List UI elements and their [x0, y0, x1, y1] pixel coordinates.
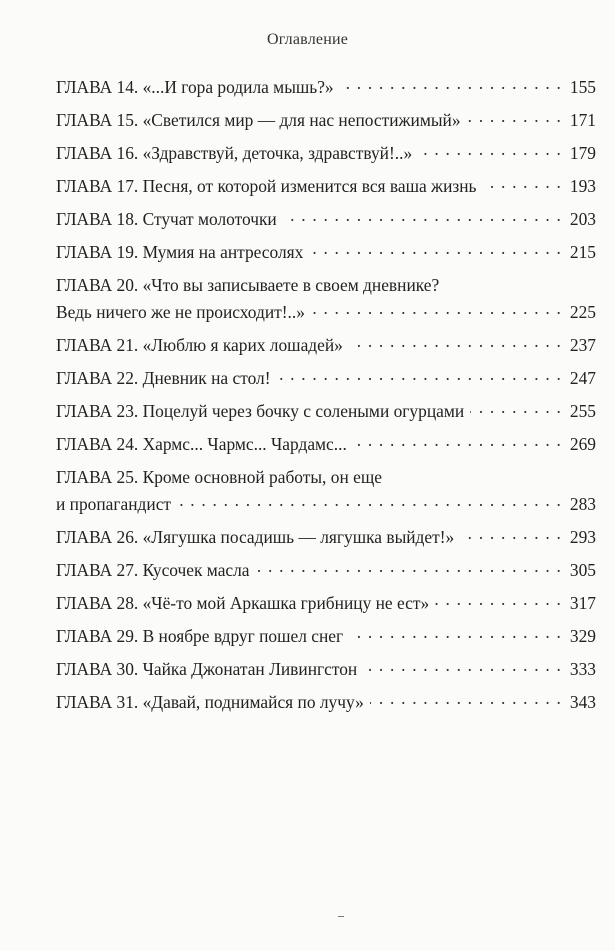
toc-entry[interactable] [56, 365, 596, 392]
toc-page-number: 317 [569, 593, 596, 613]
toc-entry[interactable] [56, 557, 596, 584]
dot-leader [309, 241, 562, 258]
toc-entry-title-line: ГЛАВА 14. «...И гора родила мышь?» [56, 77, 334, 97]
toc-page-number: 155 [569, 77, 596, 97]
dot-leader [283, 208, 562, 225]
dot-leader [370, 691, 562, 708]
dot-leader [418, 142, 562, 159]
toc-entry-title-line: ГЛАВА 20. «Что вы записываете в своем дневнике? [56, 275, 440, 295]
dot-leader [467, 109, 562, 126]
toc-page-number: 343 [569, 692, 596, 712]
dot-leader [483, 175, 563, 192]
toc-entry-title-line: ГЛАВА 16. «Здравствуй, деточка, здравствуй!..» [56, 143, 413, 163]
toc-page-number: 305 [569, 560, 596, 580]
toc-entry-row [56, 332, 596, 359]
toc-entry-row [56, 431, 596, 458]
toc-entry[interactable] [56, 107, 596, 134]
toc-entry-row [56, 689, 596, 716]
toc-entry[interactable] [56, 173, 596, 200]
toc-page-number: 293 [569, 527, 596, 547]
toc-entry-row [56, 239, 596, 266]
toc-entry-title-line: ГЛАВА 19. Мумия на антресолях [56, 242, 304, 262]
dot-leader [470, 400, 562, 417]
toc-entry-row [56, 656, 596, 683]
toc-entry-title-line: ГЛАВА 23. Поцелуй через бочку с солеными огурцами [56, 401, 465, 421]
toc-entry-title-line: ГЛАВА 30. Чайка Джонатан Ливингстон [56, 659, 358, 679]
toc-page-number: 171 [569, 110, 596, 130]
toc-page-number: 237 [569, 335, 596, 355]
dot-leader [256, 559, 562, 576]
toc-entry-row [56, 365, 596, 392]
toc-entry-row [56, 140, 596, 167]
toc-page-number: 269 [569, 434, 596, 454]
dot-leader [340, 76, 562, 93]
toc-page-number: 203 [569, 209, 596, 229]
toc-entry-row [56, 173, 596, 200]
dot-leader [435, 592, 562, 609]
toc-page-number: 255 [569, 401, 596, 421]
toc-entry-row [56, 398, 596, 425]
toc-entry[interactable] [56, 74, 596, 101]
toc-page-number: 215 [569, 242, 596, 262]
toc-entry[interactable] [56, 464, 596, 518]
toc-page-number: 247 [569, 368, 596, 388]
toc-entry[interactable] [56, 206, 596, 233]
toc-entry-title-line: ГЛАВА 17. Песня, от которой изменится вся ваша жизнь [56, 176, 477, 196]
toc-entry-title-line: ГЛАВА 25. Кроме основной работы, он еще [56, 467, 382, 487]
dot-leader [311, 301, 562, 318]
toc-entry[interactable] [56, 689, 596, 716]
toc-entry-title-line: ГЛАВА 21. «Люблю я карих лошадей» [56, 335, 343, 355]
toc-page-number: 329 [569, 626, 596, 646]
toc-entry-title-line: и пропагандист [56, 494, 172, 514]
dot-leader [349, 625, 562, 642]
toc-entry[interactable] [56, 398, 596, 425]
toc-entry-title-line: ГЛАВА 28. «Чё-то мой Аркашка грибницу не ест» [56, 593, 430, 613]
toc-entry[interactable] [56, 239, 596, 266]
dot-leader [460, 526, 562, 543]
dot-leader [353, 433, 562, 450]
dot-leader [349, 334, 562, 351]
toc-entry-row [56, 206, 596, 233]
toc-entry-row [56, 74, 596, 101]
toc-entry[interactable] [56, 590, 596, 617]
toc-entry-title-line: ГЛАВА 29. В ноябре вдруг пошел снег [56, 626, 344, 646]
toc-page-number: 283 [569, 494, 596, 514]
toc-entry-title-line: ГЛАВА 26. «Лягушка посадишь — лягушка выйдет!» [56, 527, 455, 547]
page-footer-mark [338, 916, 344, 917]
toc-entry-title-line: ГЛАВА 31. «Давай, поднимайся по лучу» [56, 692, 364, 712]
dot-leader [277, 367, 562, 384]
toc-entry-title-line: ГЛАВА 27. Кусочек масла [56, 560, 250, 580]
toc-entry[interactable] [56, 524, 596, 551]
toc-page-number: 333 [569, 659, 596, 679]
toc-entry-row [56, 491, 596, 518]
toc-entry-row [56, 557, 596, 584]
toc-page-number: 193 [569, 176, 596, 196]
toc-entry-row [56, 524, 596, 551]
toc-entry[interactable] [56, 431, 596, 458]
toc-entry-title-line: ГЛАВА 18. Стучат молоточки [56, 209, 277, 229]
toc-entry-row [56, 107, 596, 134]
toc-entry-title-line: Ведь ничего же не происходит!..» [56, 302, 305, 322]
dot-leader [363, 658, 562, 675]
toc-entry[interactable] [56, 140, 596, 167]
toc-entry[interactable] [56, 656, 596, 683]
toc-entry-title-line: ГЛАВА 24. Хармс... Чармс... Чардамс... [56, 434, 347, 454]
toc-page-number: 225 [569, 302, 596, 322]
toc-page-number: 179 [569, 143, 596, 163]
toc-entry-title-line: ГЛАВА 22. Дневник на стол! [56, 368, 271, 388]
toc-entry-row [56, 299, 596, 326]
page-title: Оглавление [266, 31, 349, 48]
toc-entry-title-line: ГЛАВА 15. «Светился мир — для нас непостижимый» [56, 110, 461, 130]
toc-entry-row [56, 623, 596, 650]
toc-entry[interactable] [56, 272, 596, 326]
toc-entry[interactable] [56, 623, 596, 650]
toc-entry-row [56, 590, 596, 617]
toc-entry[interactable] [56, 332, 596, 359]
table-of-contents [56, 74, 596, 722]
dot-leader [177, 493, 562, 510]
